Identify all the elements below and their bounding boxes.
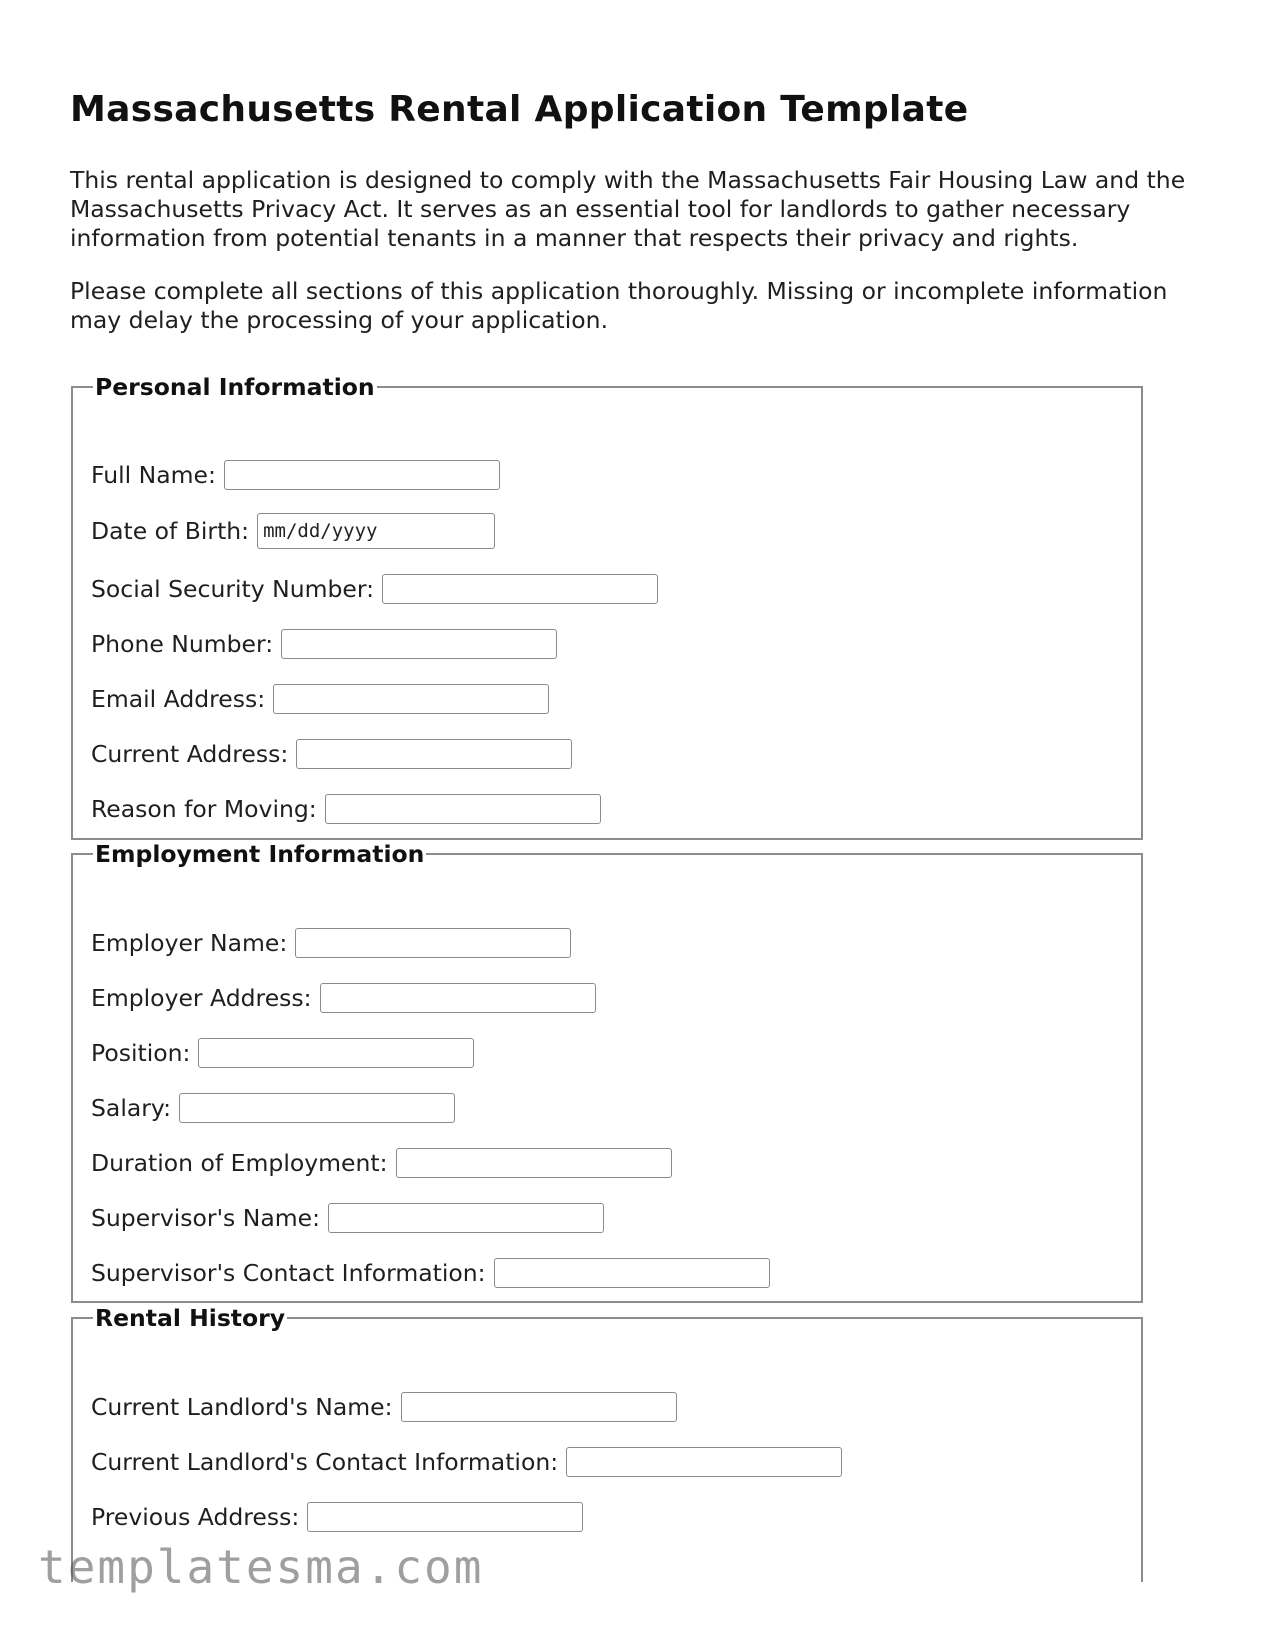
- employer-address-input[interactable]: [320, 983, 596, 1013]
- phone-row: [91, 627, 557, 661]
- rental-history-legend: Rental History: [95, 1304, 286, 1332]
- employment-information-legend: Employment Information: [95, 840, 425, 868]
- landlord-name-label: Current Landlord's Name:: [91, 1393, 393, 1421]
- position-row: [91, 1036, 474, 1070]
- full-name-row: [91, 458, 500, 492]
- phone-label: Phone Number:: [91, 630, 274, 658]
- landlord-contact-label: Current Landlord's Contact Information:: [91, 1448, 559, 1476]
- personal-information-legend: Personal Information: [95, 373, 375, 401]
- supervisor-name-label: Supervisor's Name:: [91, 1204, 320, 1232]
- ssn-input[interactable]: [382, 574, 658, 604]
- employer-name-label: Employer Name:: [91, 929, 288, 957]
- salary-row: [91, 1091, 455, 1125]
- duration-row: [91, 1146, 672, 1180]
- employment-information-section: [71, 841, 1143, 1303]
- instructions-paragraph: Please complete all sections of this application thoroughly. Missing or incomplete information may delay the processing of your application.: [70, 277, 1168, 334]
- ssn-label: Social Security Number:: [91, 575, 375, 603]
- document: [70, 0, 1200, 335]
- landlord-contact-input[interactable]: [566, 1447, 842, 1477]
- landlord-name-input[interactable]: [401, 1392, 677, 1422]
- landlord-contact-row: [91, 1445, 842, 1479]
- duration-label: Duration of Employment:: [91, 1149, 388, 1177]
- previous-address-label: Previous Address:: [91, 1503, 300, 1531]
- email-input[interactable]: [273, 684, 549, 714]
- ssn-row: [91, 572, 658, 606]
- page-title: Massachusetts Rental Application Template: [70, 89, 969, 130]
- intro-paragraph: This rental application is designed to comply with the Massachusetts Fair Housing Law and the Massachusetts Privacy Act. It serves as an essential tool for landlords to gather necessary information from potential tenants in a manner that respects their privacy and rights.: [70, 166, 1186, 252]
- duration-input[interactable]: [396, 1148, 672, 1178]
- reason-for-moving-label: Reason for Moving:: [91, 795, 317, 823]
- full-name-input[interactable]: [224, 460, 500, 490]
- current-address-label: Current Address:: [91, 740, 289, 768]
- date-of-birth-row: [91, 514, 495, 548]
- reason-for-moving-row: [91, 792, 601, 826]
- email-label: Email Address:: [91, 685, 266, 713]
- salary-input[interactable]: [179, 1093, 455, 1123]
- current-address-row: [91, 737, 572, 771]
- supervisor-contact-label: Supervisor's Contact Information:: [91, 1259, 486, 1287]
- date-of-birth-label: Date of Birth:: [91, 517, 250, 545]
- position-label: Position:: [91, 1039, 191, 1067]
- supervisor-name-input[interactable]: [328, 1203, 604, 1233]
- personal-information-section: [71, 374, 1143, 840]
- current-address-input[interactable]: [296, 739, 572, 769]
- employer-name-input[interactable]: [295, 928, 571, 958]
- supervisor-contact-row: [91, 1256, 770, 1290]
- salary-label: Salary:: [91, 1094, 172, 1122]
- previous-address-input[interactable]: [307, 1502, 583, 1532]
- previous-address-row: [91, 1500, 583, 1534]
- position-input[interactable]: [198, 1038, 474, 1068]
- email-row: [91, 682, 549, 716]
- employer-address-label: Employer Address:: [91, 984, 312, 1012]
- landlord-name-row: [91, 1390, 677, 1424]
- employer-name-row: [91, 926, 571, 960]
- reason-for-moving-input[interactable]: [325, 794, 601, 824]
- supervisor-contact-input[interactable]: [494, 1258, 770, 1288]
- date-of-birth-input[interactable]: mm/dd/yyyy: [257, 513, 495, 549]
- supervisor-name-row: [91, 1201, 604, 1235]
- full-name-label: Full Name:: [91, 461, 216, 489]
- phone-input[interactable]: [281, 629, 557, 659]
- employer-address-row: [91, 981, 596, 1015]
- watermark: templatesma.com: [38, 1540, 484, 1594]
